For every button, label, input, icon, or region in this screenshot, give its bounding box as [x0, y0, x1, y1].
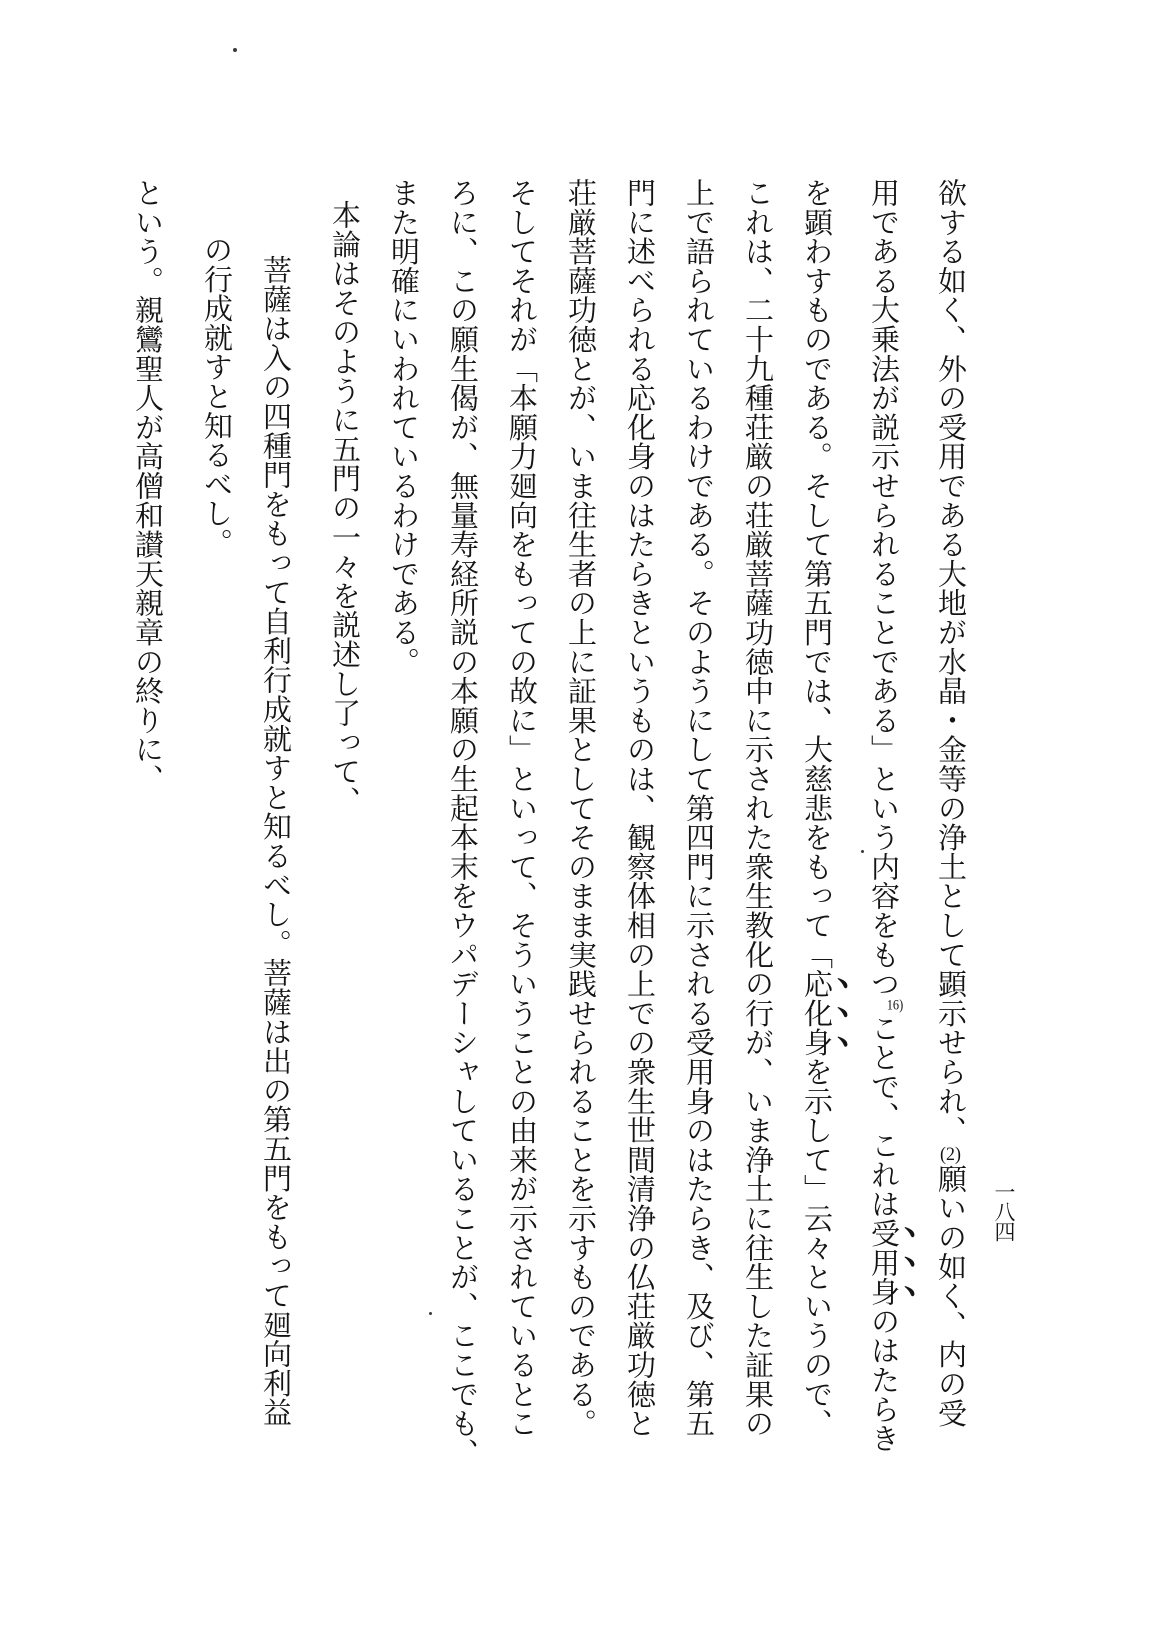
text-line-11: 本論はそのように五門の一々を説述し了って、	[328, 200, 360, 816]
line2-emphasized-text: 受用身	[867, 1218, 899, 1307]
line1-text-b: 願いの如く、内の受	[934, 1163, 966, 1428]
text-line-4: これは、二十九種荘厳の荘厳菩薩功徳中に示された衆生教化の行が、いま浄土に往生した証果の	[741, 178, 773, 1438]
ink-speck	[233, 48, 237, 52]
text-line-2	[853, 178, 920, 1478]
inline-reference-2: (2)	[940, 1144, 961, 1164]
quote-block	[186, 178, 304, 1478]
text-line-5: 上で語られているわけである。そのようにして第四門に示される受用身のはたらき、及び、第五	[682, 178, 714, 1438]
line3-text-a: を顕わすものである。そして第五門では、大慈悲をもって「	[800, 178, 832, 970]
text-line-1	[920, 178, 980, 1478]
text-line-8: そしてそれが「本願力廻向をもっての故に」といって、そういうことの由来が示されているとこ	[505, 178, 537, 1438]
line2-text-a: 用である大乗法が説示せられることである」という内容をもつ	[867, 178, 899, 999]
line3-text-b: を示して」云々というので、	[800, 1057, 832, 1438]
text-line-9: ろに、この願生偈が、無量寿経所説の本願の生起本末をウパデーシャしていることが、ここでも、	[446, 178, 478, 1468]
quote-line-1: 菩薩は入の四種門をもって自利行成就すと知るべし。菩薩は出の第五門をもって廻向利益	[259, 255, 291, 1427]
line2-text-b: ことで、これは	[867, 1013, 899, 1219]
page-number: 一八四	[992, 1181, 1016, 1241]
text-line-10: また明確にいわれているわけである。	[387, 178, 419, 677]
ink-speck	[429, 1312, 432, 1315]
text-line-14: という。親鸞聖人が高僧和讃天親章の終りに、	[131, 178, 163, 794]
text-line-3	[786, 178, 853, 1478]
text-line-7: 荘厳菩薩功徳とが、いま往生者の上に証果としてそのまま実践せられることを示すものである。	[564, 178, 596, 1438]
line3-emphasized-text: 応化身	[800, 969, 832, 1058]
footnote-marker-16: 16)	[886, 998, 904, 1014]
line1-text-a: 欲する如く、外の受用である大地が水晶・金等の浄土として顕示せられ、	[934, 178, 966, 1145]
ink-speck	[861, 850, 864, 853]
line2-text-c: のはたらき	[867, 1306, 899, 1453]
quote-line-2: の行成就すと知るべし。	[200, 235, 232, 558]
text-line-6: 門に述べられる応化身のはたらきというものは、観察体相の上での衆生世間清浄の仏荘厳功徳と	[623, 178, 655, 1438]
text-block	[117, 178, 980, 1478]
